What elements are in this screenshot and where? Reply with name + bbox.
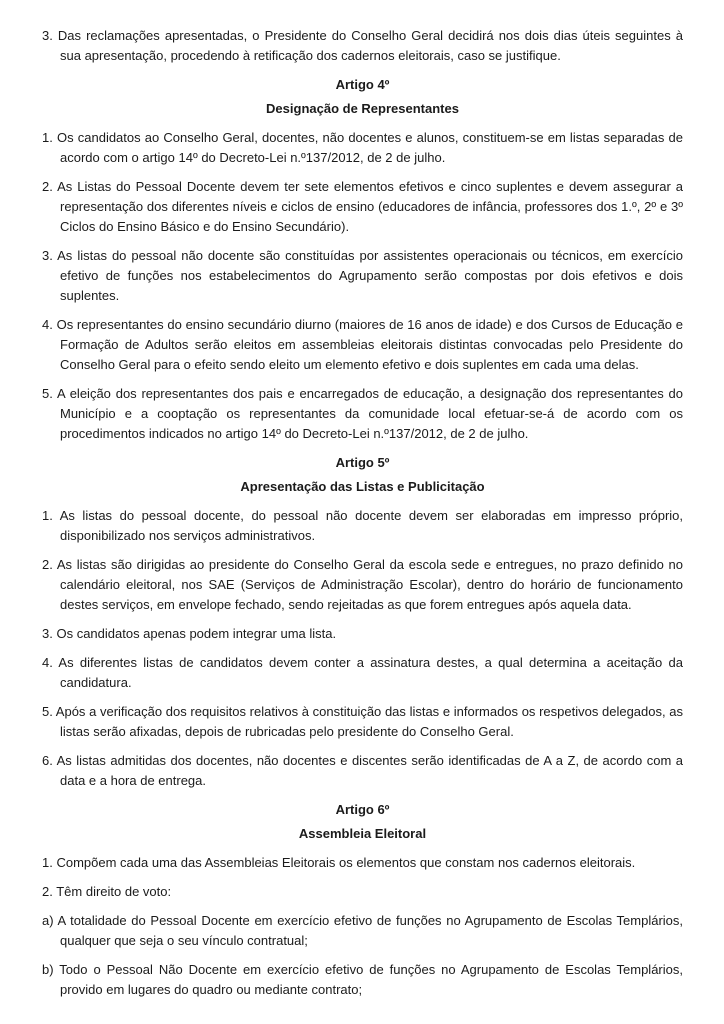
item-text: A totalidade do Pessoal Docente em exercício efetivo de funções no Agrupamento de Escolas Templários, qualquer que seja o seu vínculo contratual;	[57, 913, 684, 948]
list-item	[42, 315, 683, 375]
item-marker: b)	[42, 962, 54, 977]
list-item	[42, 246, 683, 306]
item-marker: 6.	[42, 753, 53, 768]
item-text: Após a verificação dos requisitos relativos à constituição das listas e informados os respetivos delegados, as listas serão afixadas, depois de rubricadas pelo presidente do Conselho Geral.	[55, 704, 683, 739]
article-subheading: Assembleia Eleitoral	[298, 826, 427, 841]
item-text: Todo o Pessoal Não Docente em exercício efetivo de funções no Agrupamento de Escolas Templários, provido em lugares do quadro ou mediante contrato;	[59, 962, 683, 997]
item-marker: 5.	[42, 386, 53, 401]
list-item	[42, 555, 683, 615]
item-marker: 3.	[42, 28, 53, 43]
list-item	[42, 911, 683, 951]
item-text: Das reclamações apresentadas, o Presidente do Conselho Geral decidirá nos dois dias úteis seguintes à sua apresentação, procedendo à retificação dos cadernos eleitorais, caso se justifique.	[57, 28, 683, 63]
list-item	[42, 384, 683, 444]
list-item	[42, 702, 683, 742]
item-text: A eleição dos representantes dos pais e encarregados de educação, a designação dos representantes do Município e a cooptação os representantes da comunidade local efetuar-se-á de acordo com os procedimentos indicados no artigo 14º do Decreto-Lei n.º137/2012, de 2 de julho.	[56, 386, 683, 441]
article-subheading: Designação de Representantes	[266, 101, 459, 116]
item-text: As listas admitidas dos docentes, não docentes e discentes serão identificadas de A a Z, de acordo com a data e a hora de entrega.	[56, 753, 683, 788]
item-text: As diferentes listas de candidatos devem conter a assinatura destes, a qual determina a aceitação da candidatura.	[58, 655, 683, 690]
item-marker: 4.	[42, 655, 53, 670]
item-marker: 2.	[42, 557, 53, 572]
list-item	[42, 26, 683, 66]
item-marker: 2.	[42, 884, 53, 899]
item-text: Têm direito de voto:	[56, 884, 172, 899]
item-marker: 5.	[42, 704, 53, 719]
item-marker: 1.	[42, 855, 53, 870]
item-marker: 3.	[42, 248, 53, 263]
item-marker: a)	[42, 913, 54, 928]
list-item	[42, 506, 683, 546]
item-marker: 2.	[42, 179, 53, 194]
list-item	[42, 853, 683, 873]
item-text: As listas do pessoal não docente são constituídas por assistentes operacionais ou técnicos, em exercício efetivo de funções nos estabelecimentos do Agrupamento serão compostas por dois efetivos e dois suplentes.	[57, 248, 683, 303]
list-item	[42, 177, 683, 237]
item-text: Os candidatos ao Conselho Geral, docentes, não docentes e alunos, constituem-se em listas separadas de acordo com o artigo 14º do Decreto-Lei n.º137/2012, de 2 de julho.	[57, 130, 683, 165]
list-item	[42, 128, 683, 168]
article-subheading: Apresentação das Listas e Publicitação	[240, 479, 485, 494]
list-item	[42, 882, 683, 902]
article-heading: Artigo 5º	[335, 455, 390, 470]
item-marker: 1.	[42, 130, 53, 145]
article-heading: Artigo 4º	[335, 77, 390, 92]
list-item	[42, 624, 683, 644]
item-text: As Listas do Pessoal Docente devem ter sete elementos efetivos e cinco suplentes e devem assegurar a representação dos diferentes níveis e ciclos de ensino (educadores de infância, professores dos 1.º, 2º e 3º Ciclos do Ensino Básico e do Ensino Secundário).	[57, 179, 683, 234]
list-item	[42, 653, 683, 693]
item-text: Os representantes do ensino secundário diurno (maiores de 16 anos de idade) e dos Cursos de Educação e Formação de Adultos serão eleitos em assembleias eleitorais distintas convocadas pelo Presidente do Conselho Geral para o efeito sendo eleito um elemento efetivo e dois suplentes em cada uma delas.	[56, 317, 683, 372]
item-marker: 4.	[42, 317, 53, 332]
list-item	[42, 960, 683, 1000]
item-text: Os candidatos apenas podem integrar uma lista.	[56, 626, 337, 641]
item-text: As listas são dirigidas ao presidente do Conselho Geral da escola sede e entregues, no prazo definido no calendário eleitoral, nos SAE (Serviços de Administração Escolar), dentro do horário de funcionamento destes serviços, em envelope fechado, sendo rejeitadas as que forem entregues após aquela data.	[56, 557, 683, 612]
item-marker: 1.	[42, 508, 53, 523]
item-marker: 3.	[42, 626, 53, 641]
article-heading: Artigo 6º	[335, 802, 390, 817]
item-text: As listas do pessoal docente, do pessoal não docente devem ser elaboradas em impresso próprio, disponibilizado nos serviços administrativos.	[59, 508, 683, 543]
list-item	[42, 751, 683, 791]
item-text: Compõem cada uma das Assembleias Eleitorais os elementos que constam nos cadernos eleitorais.	[56, 855, 636, 870]
